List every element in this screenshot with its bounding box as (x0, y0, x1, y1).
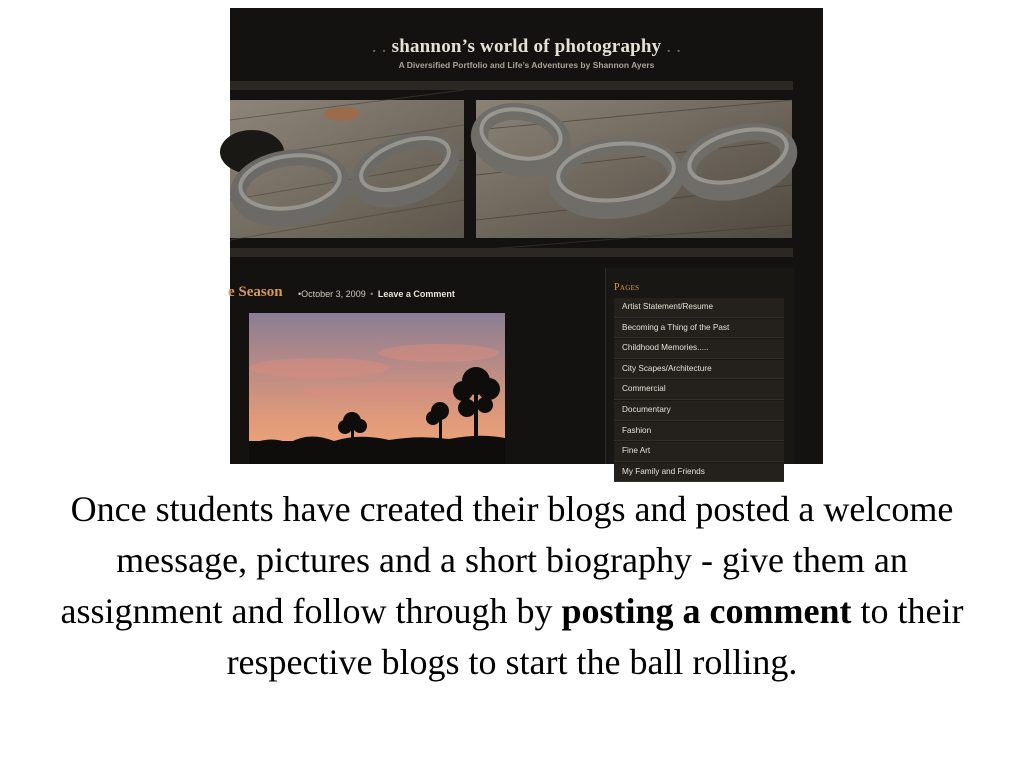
pages-list (614, 298, 784, 483)
slide-caption (60, 484, 964, 688)
page-link-fine-art[interactable]: Fine Art (614, 442, 784, 462)
page-link-family-friends[interactable]: My Family and Friends (614, 463, 784, 483)
meta-separator: • (370, 289, 374, 299)
page-link-city-scapes[interactable]: City Scapes/Architecture (614, 360, 784, 380)
header-photo-chain-right (476, 100, 792, 238)
caption-text-end: to their respective blogs to start the ball rolling. (226, 591, 964, 682)
header-photo-chain-left (230, 100, 464, 238)
page-link-fashion[interactable]: Fashion (614, 422, 784, 442)
title-dots-right: . . (666, 36, 682, 57)
page-link-artist-statement[interactable]: Artist Statement/Resume (614, 298, 784, 318)
header-divider-top (230, 81, 793, 90)
post-date: October 3, 2009 (301, 289, 366, 299)
leave-comment-link[interactable]: Leave a Comment (377, 289, 455, 299)
header-divider-bottom (230, 248, 793, 257)
sidebar (605, 268, 794, 476)
site-title-text: shannon’s world of photography (391, 36, 662, 57)
page-link-becoming-a-thing[interactable]: Becoming a Thing of the Past (614, 319, 784, 339)
post-title[interactable]: e Season (228, 284, 283, 300)
title-dots-left: . . (371, 36, 387, 57)
page-link-documentary[interactable]: Documentary (614, 401, 784, 421)
caption-bold-phrase: posting a comment (561, 591, 852, 631)
date-bullet: • (298, 289, 302, 299)
page-link-childhood-memories[interactable]: Childhood Memories..... (614, 339, 784, 359)
pages-heading: Pages (614, 282, 640, 293)
site-tagline: A Diversified Portfolio and Life’s Adventures by Shannon Ayers (398, 60, 655, 70)
post-photo-sunset[interactable] (249, 313, 505, 464)
blog-screenshot (228, 8, 823, 476)
post-meta (298, 289, 455, 299)
site-title[interactable] (230, 36, 823, 58)
caption-text-start: Once students have created their blogs and posted a welcome message, pictures and a short biography - give them an assignment and follow through by (60, 489, 954, 631)
page-link-commercial[interactable]: Commercial (614, 380, 784, 400)
